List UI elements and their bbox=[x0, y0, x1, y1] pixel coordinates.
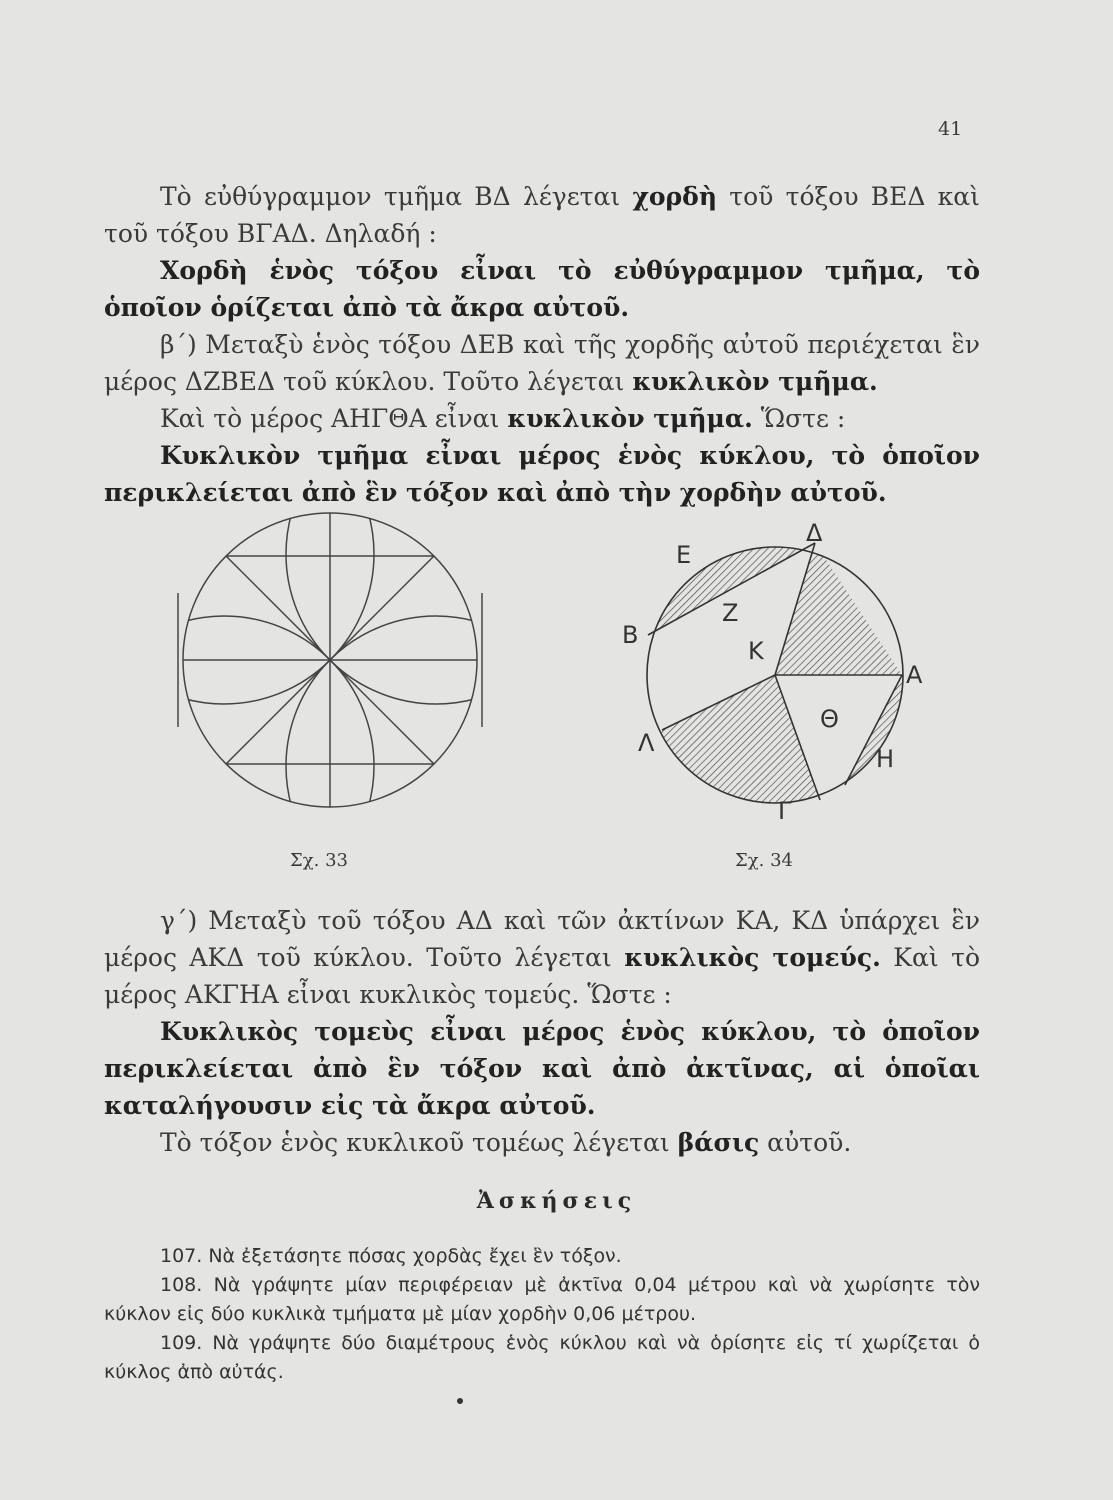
term-segment: κυκλικὸν τμῆμα. bbox=[507, 404, 753, 433]
term-base: βάσις bbox=[677, 1128, 760, 1157]
term-sector: κυκλικὸς τομεύς. bbox=[624, 943, 881, 972]
text: Καὶ τὸ μέρος ΑΗΓΘΑ εἶναι bbox=[160, 404, 508, 433]
exercise-list bbox=[104, 1242, 980, 1387]
exercises-heading: Ἀσκήσεις bbox=[476, 1188, 637, 1214]
label-delta: Δ bbox=[806, 519, 823, 547]
paragraph-chord bbox=[104, 178, 980, 252]
label-zeta: Ζ bbox=[722, 599, 739, 627]
bottom-dot bbox=[457, 1398, 463, 1404]
page-number: 41 bbox=[938, 118, 963, 140]
paragraph-segment bbox=[104, 326, 980, 400]
label-gamma: Γ bbox=[778, 797, 792, 825]
hatched-sector-lower bbox=[650, 675, 820, 815]
hatched-segment-top bbox=[610, 515, 815, 635]
arc bbox=[286, 508, 505, 704]
definition-sector bbox=[104, 1013, 980, 1124]
hatched-sector bbox=[775, 543, 902, 675]
definition-text: Χορδὴ ἑνὸς τόξου εἶναι τὸ εὐθύγραμμον τμῆμα, τὸ ὁποῖον ὁρίζεται ἀπὸ τὰ ἄκρα αὐτοῦ. bbox=[104, 256, 980, 322]
text: γ΄) Μεταξὺ τοῦ τόξου ΑΔ καὶ τῶν ἀκτίνων ΚΑ, ΚΔ ὑπάρχει ἓν μέρος ΑΚΔ τοῦ κύκλου. Τοῦτο λέγεται bbox=[104, 906, 980, 972]
paragraph-sector bbox=[104, 902, 980, 1013]
definition-segment bbox=[104, 437, 980, 511]
text: β΄) Μεταξὺ ἑνὸς τόξου ΔΕΒ καὶ τῆς χορδῆς αὐτοῦ περιέχεται ἓν μέρος ΔΖΒΕΔ τοῦ κύκλου. Τοῦτο λέγεται bbox=[104, 330, 980, 396]
text: Καὶ τὸ μέρος ΑΚΓΗΑ εἶναι κυκλικὸς τομεύς. Ὥστε : bbox=[104, 943, 980, 1009]
definition-chord bbox=[104, 252, 980, 326]
definition-text: Κυκλικὸς τομεὺς εἶναι μέρος ἑνὸς κύκλου, τὸ ὁποῖον περικλείεται ἀπὸ ἓν τόξον καὶ ἀπὸ ἀκτῖνας, αἱ ὁποῖαι καταλήγουσιν εἰς τὰ ἄκρα αὐτοῦ. bbox=[104, 1017, 980, 1120]
label-kappa: Κ bbox=[748, 637, 764, 665]
text: Τὸ εὐθύγραμμον τμῆμα ΒΔ λέγεται bbox=[160, 182, 633, 211]
label-epsilon: Ε bbox=[676, 541, 692, 569]
label-theta: Θ bbox=[820, 705, 839, 733]
figure-33-caption: Σχ. 33 bbox=[290, 850, 348, 871]
label-alpha: Α bbox=[906, 661, 923, 689]
label-eta: Η bbox=[876, 745, 895, 773]
term-chord: χορδὴ bbox=[632, 182, 718, 211]
figure-33 bbox=[155, 508, 505, 828]
exercise-107: 107. Νὰ ἐξετάσητε πόσας χορδὰς ἔχει ἓν τόξον. bbox=[160, 1245, 622, 1267]
text: τοῦ τόξου ΒΕΔ καὶ τοῦ τόξου ΒΓΑΔ. Δηλαδή : bbox=[104, 182, 980, 248]
exercise-109: 109. Νὰ γράψητε δύο διαμέτρους ἑνὸς κύκλου καὶ νὰ ὁρίσητε εἰς τί χωρίζεται ὁ κύκλος ἀπὸ αὐτάς. bbox=[104, 1332, 980, 1383]
term-segment: κυκλικὸν τμῆμα. bbox=[632, 367, 878, 396]
figure-34 bbox=[610, 515, 930, 825]
text: Ὥστε : bbox=[752, 404, 846, 433]
top-text bbox=[104, 178, 980, 511]
paragraph-base bbox=[104, 1124, 980, 1161]
arc bbox=[155, 508, 374, 704]
lower-text bbox=[104, 902, 980, 1161]
label-lambda: Λ bbox=[638, 729, 655, 757]
paragraph-segment-2 bbox=[104, 400, 980, 437]
text: Τὸ τόξον ἑνὸς κυκλικοῦ τομέως λέγεται bbox=[160, 1128, 678, 1157]
figure-34-caption: Σχ. 34 bbox=[735, 850, 793, 871]
text: αὐτοῦ. bbox=[759, 1128, 852, 1157]
label-beta: Β bbox=[622, 621, 639, 649]
exercise-108: 108. Νὰ γράψητε μίαν περιφέρειαν μὲ ἀκτῖνα 0,04 μέτρου καὶ νὰ χωρίσητε τὸν κύκλον εἰς δύο κυκλικὰ τμήματα μὲ μίαν χορδὴν 0,06 μέτρου. bbox=[104, 1274, 980, 1325]
definition-text: Κυκλικὸν τμῆμα εἶναι μέρος ἑνὸς κύκλου, τὸ ὁποῖον περικλείεται ἀπὸ ἓν τόξον καὶ ἀπὸ τὴν χορδὴν αὐτοῦ. bbox=[104, 441, 980, 507]
